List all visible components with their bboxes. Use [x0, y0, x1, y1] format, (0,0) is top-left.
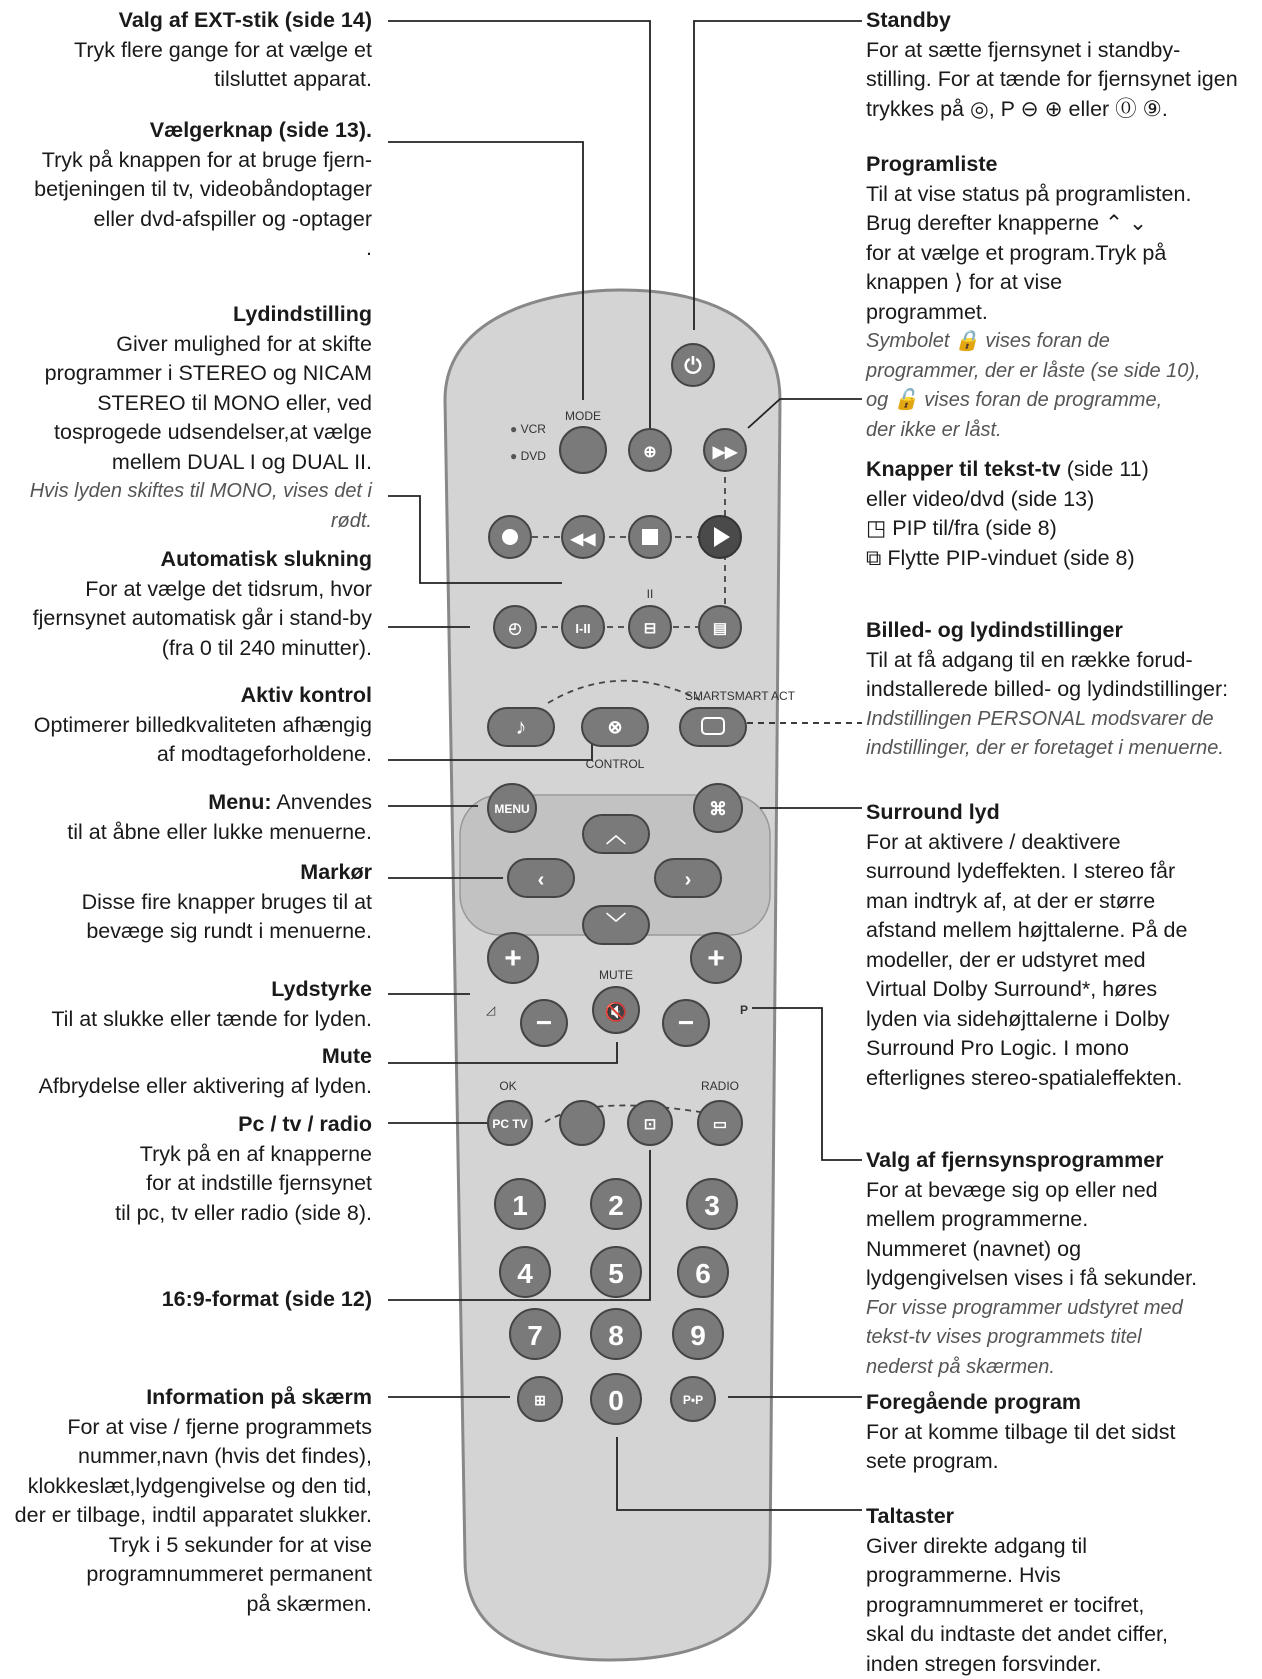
label-surround-line: afstand mellem højttalerne. På de	[866, 918, 1188, 942]
digit-6-button[interactable]	[678, 1247, 728, 1297]
label-proglist-italic: og 🔓 vises foran de programme,	[866, 389, 1163, 411]
svg-text:PC TV: PC TV	[492, 1117, 528, 1131]
label-progsel-italic: For visse programmer udstyret med	[866, 1296, 1183, 1319]
label-surround-line: Surround Pro Logic. I mono	[866, 1036, 1129, 1060]
label-selector-line: .	[366, 236, 372, 260]
label-proglist-italic: der ikke er låst.	[866, 418, 1002, 441]
label-digits-line: skal du indtaste det andet ciffer,	[866, 1622, 1168, 1646]
label-sleep-line: For at vælge det tidsrum, hvor	[85, 576, 372, 601]
previous-program-button[interactable]	[671, 1377, 715, 1421]
label-cursor-line: bevæge sig rundt i menuerne.	[86, 919, 372, 943]
label-standby-title: Standby	[866, 8, 951, 32]
svg-text:I-II: I-II	[575, 621, 591, 636]
label-active-line: Optimerer billedkvaliteten afhængig	[33, 712, 372, 737]
mode-button[interactable]	[560, 427, 606, 473]
label-selector-line: eller dvd-afspiller og -optager	[93, 206, 372, 231]
program-up-button[interactable]	[691, 933, 741, 983]
svg-text:‹: ‹	[537, 869, 545, 891]
volume-down-button[interactable]	[521, 1000, 567, 1046]
label-sound-italic: Hvis lyden skiftes til MONO, vises det i rødt.	[29, 480, 372, 532]
digit-9-button[interactable]	[673, 1309, 723, 1359]
surround-button[interactable]	[694, 784, 742, 832]
radio-label: RADIO	[700, 1079, 740, 1093]
sound-settings-button[interactable]	[488, 708, 554, 746]
label-progsel-line: Nummeret (navnet) og	[866, 1236, 1082, 1261]
rewind-button[interactable]	[562, 516, 604, 558]
label-surround-line: surround lydeffekten. I stereo får	[866, 859, 1176, 883]
dvd-label: ● DVD	[510, 449, 546, 463]
label-sound-line: mellem DUAL I og DUAL II.	[111, 449, 372, 474]
pause-label: II	[646, 587, 654, 601]
menu-button[interactable]	[488, 784, 536, 832]
svg-text:▤: ▤	[712, 620, 728, 637]
label-info-line: på skærmen.	[246, 1591, 372, 1616]
vcr-label: ● VCR	[510, 422, 546, 436]
svg-text:⊗: ⊗	[607, 717, 623, 737]
label-sound-title: Lydindstilling	[233, 302, 372, 326]
power-button[interactable]	[672, 344, 714, 386]
digit-3-button[interactable]	[687, 1179, 737, 1229]
label-prev-line: sete program.	[866, 1449, 999, 1473]
label-menu-line: til at åbne eller lukke menuerne.	[67, 819, 372, 844]
label-progsel-italic: tekst-tv vises programmets titel	[866, 1326, 1142, 1348]
radio-button[interactable]	[698, 1101, 742, 1145]
digit-0-button[interactable]	[591, 1374, 641, 1424]
label-surround-line: lyden via sidehøjttalerne i Dolby	[866, 1006, 1170, 1031]
label-picture-line: indstallerede billed- og lydindstillinger:	[866, 677, 1229, 701]
label-mute-line: Afbrydelse eller aktivering af lyden.	[38, 1073, 372, 1098]
svg-text:⊞: ⊞	[534, 1392, 546, 1408]
label-digits-line: inden stregen forsvinder.	[866, 1651, 1102, 1676]
svg-text:⊕: ⊕	[643, 444, 657, 461]
svg-text:6: 6	[695, 1258, 711, 1289]
pc-tv-button[interactable]	[488, 1101, 532, 1145]
label-pctv-title: Pc / tv / radio	[238, 1112, 372, 1136]
digit-7-button[interactable]	[510, 1309, 560, 1359]
svg-text:›: ›	[684, 869, 692, 891]
info-button[interactable]	[518, 1377, 562, 1421]
label-selector-line: Tryk på knappen for at bruge fjern-	[41, 147, 372, 172]
smart-label: SMARTSMART ACT	[684, 689, 796, 703]
svg-text:⊡: ⊡	[643, 1116, 657, 1133]
svg-text:3: 3	[704, 1190, 720, 1221]
label-info-title: Information på skærm	[146, 1385, 372, 1409]
label-info-line: Tryk i 5 sekunder for at vise	[108, 1532, 372, 1557]
label-active-title: Aktiv kontrol	[240, 683, 372, 707]
label-proglist-line: programmet.	[866, 299, 988, 324]
cursor-right-button[interactable]	[655, 859, 721, 897]
svg-text:MENU: MENU	[494, 802, 530, 816]
svg-text:P•P: P•P	[682, 1393, 704, 1407]
svg-text:+: +	[707, 942, 725, 975]
svg-text:0: 0	[608, 1385, 624, 1416]
label-info-line: klokkeslæt,lydgengivelse og den tid,	[27, 1473, 372, 1498]
label-selector-line: betjeningen til tv, videobåndoptager	[34, 177, 372, 201]
label-ext-title: Valg af EXT-stik (side 14)	[118, 8, 372, 32]
svg-text:2: 2	[608, 1190, 624, 1221]
label-format-title: 16:9-format (side 12)	[161, 1287, 372, 1311]
label-sleep-line: (fra 0 til 240 minutter).	[161, 635, 372, 660]
label-menu-title-rest: Anvendes	[271, 790, 372, 814]
label-picture-italic: indstillinger, der er foretaget i menuerne.	[866, 737, 1224, 759]
svg-text:﹀: ﹀	[606, 913, 626, 935]
label-standby-line: For at sætte fjernsynet i standby-	[866, 37, 1181, 62]
svg-text:+: +	[504, 942, 522, 975]
svg-text:⌘: ⌘	[709, 799, 727, 819]
label-teletext-title: Knapper til tekst-tv	[866, 457, 1061, 481]
program-down-button[interactable]	[663, 1000, 709, 1046]
label-surround-line: For at aktivere / deaktivere	[866, 829, 1121, 854]
svg-text:1: 1	[512, 1190, 528, 1221]
label-teletext-line: eller video/dvd (side 13)	[866, 486, 1095, 511]
label-pctv-line: Tryk på en af knapperne	[139, 1141, 372, 1166]
svg-text:−: −	[535, 1007, 553, 1038]
label-proglist-line: knappen ⟩ for at vise	[866, 270, 1063, 294]
label-prev-line: For at komme tilbage til det sidst	[866, 1419, 1176, 1444]
label-progsel-line: mellem programmerne.	[866, 1207, 1089, 1231]
svg-text:▶▶: ▶▶	[712, 444, 738, 461]
sleep-timer-button[interactable]	[494, 606, 536, 648]
svg-text:−: −	[677, 1007, 695, 1038]
label-standby-line: trykkes på ◎, P ⊖ ⊕ eller ⓪ ⑨.	[866, 96, 1168, 121]
play-button[interactable]	[699, 516, 741, 558]
label-sound-line: programmer i STEREO og NICAM	[44, 361, 372, 385]
label-proglist-italic: programmer, der er låste (se side 10),	[866, 359, 1201, 382]
label-surround-line: efterlignes stereo-spatialeffekten.	[866, 1065, 1183, 1090]
label-cursor-line: Disse fire knapper bruges til at	[81, 889, 372, 914]
label-digits-line: Giver direkte adgang til	[866, 1533, 1088, 1558]
label-surround-line: man indtryk af, at der er større	[866, 888, 1156, 913]
label-sound-line: Giver mulighed for at skifte	[116, 331, 372, 356]
cursor-down-button[interactable]	[583, 906, 649, 944]
label-teletext-line: ◳ PIP til/fra (side 8)	[866, 516, 1057, 540]
label-sleep-line: fjernsynet automatisk går i stand-by	[32, 606, 372, 630]
svg-text:9: 9	[690, 1320, 706, 1351]
mute-label: MUTE	[599, 968, 633, 982]
label-picture-line: Til at få adgang til en række forud-	[866, 647, 1193, 672]
label-menu-title: Menu:	[208, 790, 272, 814]
mode-label: MODE	[565, 409, 601, 423]
svg-text:▭: ▭	[712, 1116, 728, 1133]
label-proglist-line: for at vælge et program.Tryk på	[866, 240, 1167, 265]
record-button[interactable]	[489, 516, 531, 558]
label-proglist-line: Brug derefter knapperne ⌃ ⌄	[866, 211, 1148, 235]
label-info-line: nummer,navn (hvis det findes),	[78, 1444, 372, 1468]
label-prev-title: Foregående program	[866, 1390, 1082, 1414]
label-progsel-line: lydgengivelsen vises i få sekunder.	[866, 1266, 1198, 1290]
label-mute-title: Mute	[321, 1044, 372, 1068]
label-digits-title: Taltaster	[866, 1504, 955, 1528]
label-sound-line: STEREO til MONO eller, ved	[97, 390, 372, 415]
label-progsel-line: For at bevæge sig op eller ned	[866, 1177, 1158, 1202]
label-standby-line: stilling. For at tænde for fjernsynet igen	[866, 67, 1238, 91]
stop-button[interactable]	[629, 516, 671, 558]
label-proglist-italic: Symbolet 🔒 vises foran de	[866, 330, 1110, 352]
label-pctv-line: til pc, tv eller radio (side 8).	[115, 1200, 372, 1225]
svg-text:🔇: 🔇	[604, 1002, 628, 1022]
label-surround-line: Virtual Dolby Surround*, høres	[866, 977, 1158, 1001]
label-picture-italic: Indstillingen PERSONAL modsvarer de	[866, 707, 1214, 730]
volume-ramp-icon: ◿	[486, 1003, 496, 1017]
svg-text:◴: ◴	[508, 620, 522, 637]
svg-text:8: 8	[608, 1320, 624, 1351]
label-ext-line: Tryk flere gange for at vælge et	[74, 37, 372, 62]
ok-label: OK	[499, 1079, 517, 1093]
svg-text:7: 7	[527, 1320, 543, 1351]
teletext-button[interactable]	[699, 606, 741, 648]
svg-text:︿: ︿	[606, 825, 626, 847]
label-info-line: For at vise / fjerne programmets	[67, 1414, 372, 1439]
volume-up-button[interactable]	[488, 933, 538, 983]
digit-5-button[interactable]	[591, 1247, 641, 1297]
cursor-left-button[interactable]	[508, 859, 574, 897]
label-digits-line: programnummeret er tocifret,	[866, 1592, 1145, 1617]
svg-text:♪: ♪	[515, 714, 527, 739]
label-info-line: programnummeret permanent	[86, 1562, 372, 1586]
format-16-9-button[interactable]	[628, 1101, 672, 1145]
svg-text:⊟: ⊟	[643, 620, 657, 637]
ext-button[interactable]	[629, 429, 671, 471]
svg-text:⏻: ⏻	[684, 353, 702, 378]
label-proglist-title: Programliste	[866, 152, 998, 176]
picture-settings-button[interactable]	[680, 708, 746, 746]
label-info-line: der er tilbage, indtil apparatet slukker.	[14, 1503, 372, 1527]
label-progsel-title: Valg af fjernsynsprogrammer	[866, 1148, 1164, 1172]
label-volume-line: Til at slukke eller tænde for lyden.	[51, 1006, 372, 1031]
ffwd-button[interactable]	[704, 429, 746, 471]
svg-text:5: 5	[608, 1258, 624, 1289]
mute-button[interactable]	[593, 987, 639, 1033]
label-surround-title: Surround lyd	[866, 800, 1000, 824]
digit-4-button[interactable]	[500, 1247, 550, 1297]
digit-8-button[interactable]	[591, 1309, 641, 1359]
label-ext-line: tilsluttet apparat.	[214, 67, 372, 91]
svg-text:◀◀: ◀◀	[570, 531, 596, 548]
control-label: CONTROL	[585, 757, 645, 771]
label-surround-line: modeller, der er udstyret med	[866, 947, 1146, 972]
label-pctv-line: for at indstille fjernsynet	[146, 1171, 372, 1195]
label-picture-title: Billed- og lydindstillinger	[866, 618, 1123, 642]
dual-sound-button[interactable]	[562, 606, 604, 648]
digit-1-button[interactable]	[495, 1179, 545, 1229]
label-digits-line: programmerne. Hvis	[866, 1563, 1061, 1587]
label-volume-title: Lydstyrke	[271, 977, 372, 1001]
teletext-mix-button[interactable]	[629, 606, 671, 648]
label-teletext-line: ⧉ Flytte PIP-vinduet (side 8)	[866, 545, 1135, 570]
label-sound-line: tosprogede udsendelser,at vælge	[54, 420, 372, 444]
label-teletext-title-rest: (side 11)	[1060, 457, 1149, 481]
label-active-line: af modtageforholdene.	[156, 742, 372, 766]
label-sleep-title: Automatisk slukning	[160, 547, 372, 571]
label-progsel-italic: nederst på skærmen.	[866, 1355, 1055, 1378]
svg-text:4: 4	[517, 1258, 533, 1289]
digit-2-button[interactable]	[591, 1179, 641, 1229]
label-cursor-title: Markør	[300, 860, 372, 884]
active-control-button[interactable]	[582, 708, 648, 746]
cursor-up-button[interactable]	[583, 815, 649, 853]
blank-button[interactable]	[560, 1101, 604, 1145]
label-selector-title: Vælgerknap (side 13).	[149, 118, 372, 142]
p-label: P	[740, 1003, 749, 1017]
label-proglist-line: Til at vise status på programlisten.	[866, 181, 1192, 206]
